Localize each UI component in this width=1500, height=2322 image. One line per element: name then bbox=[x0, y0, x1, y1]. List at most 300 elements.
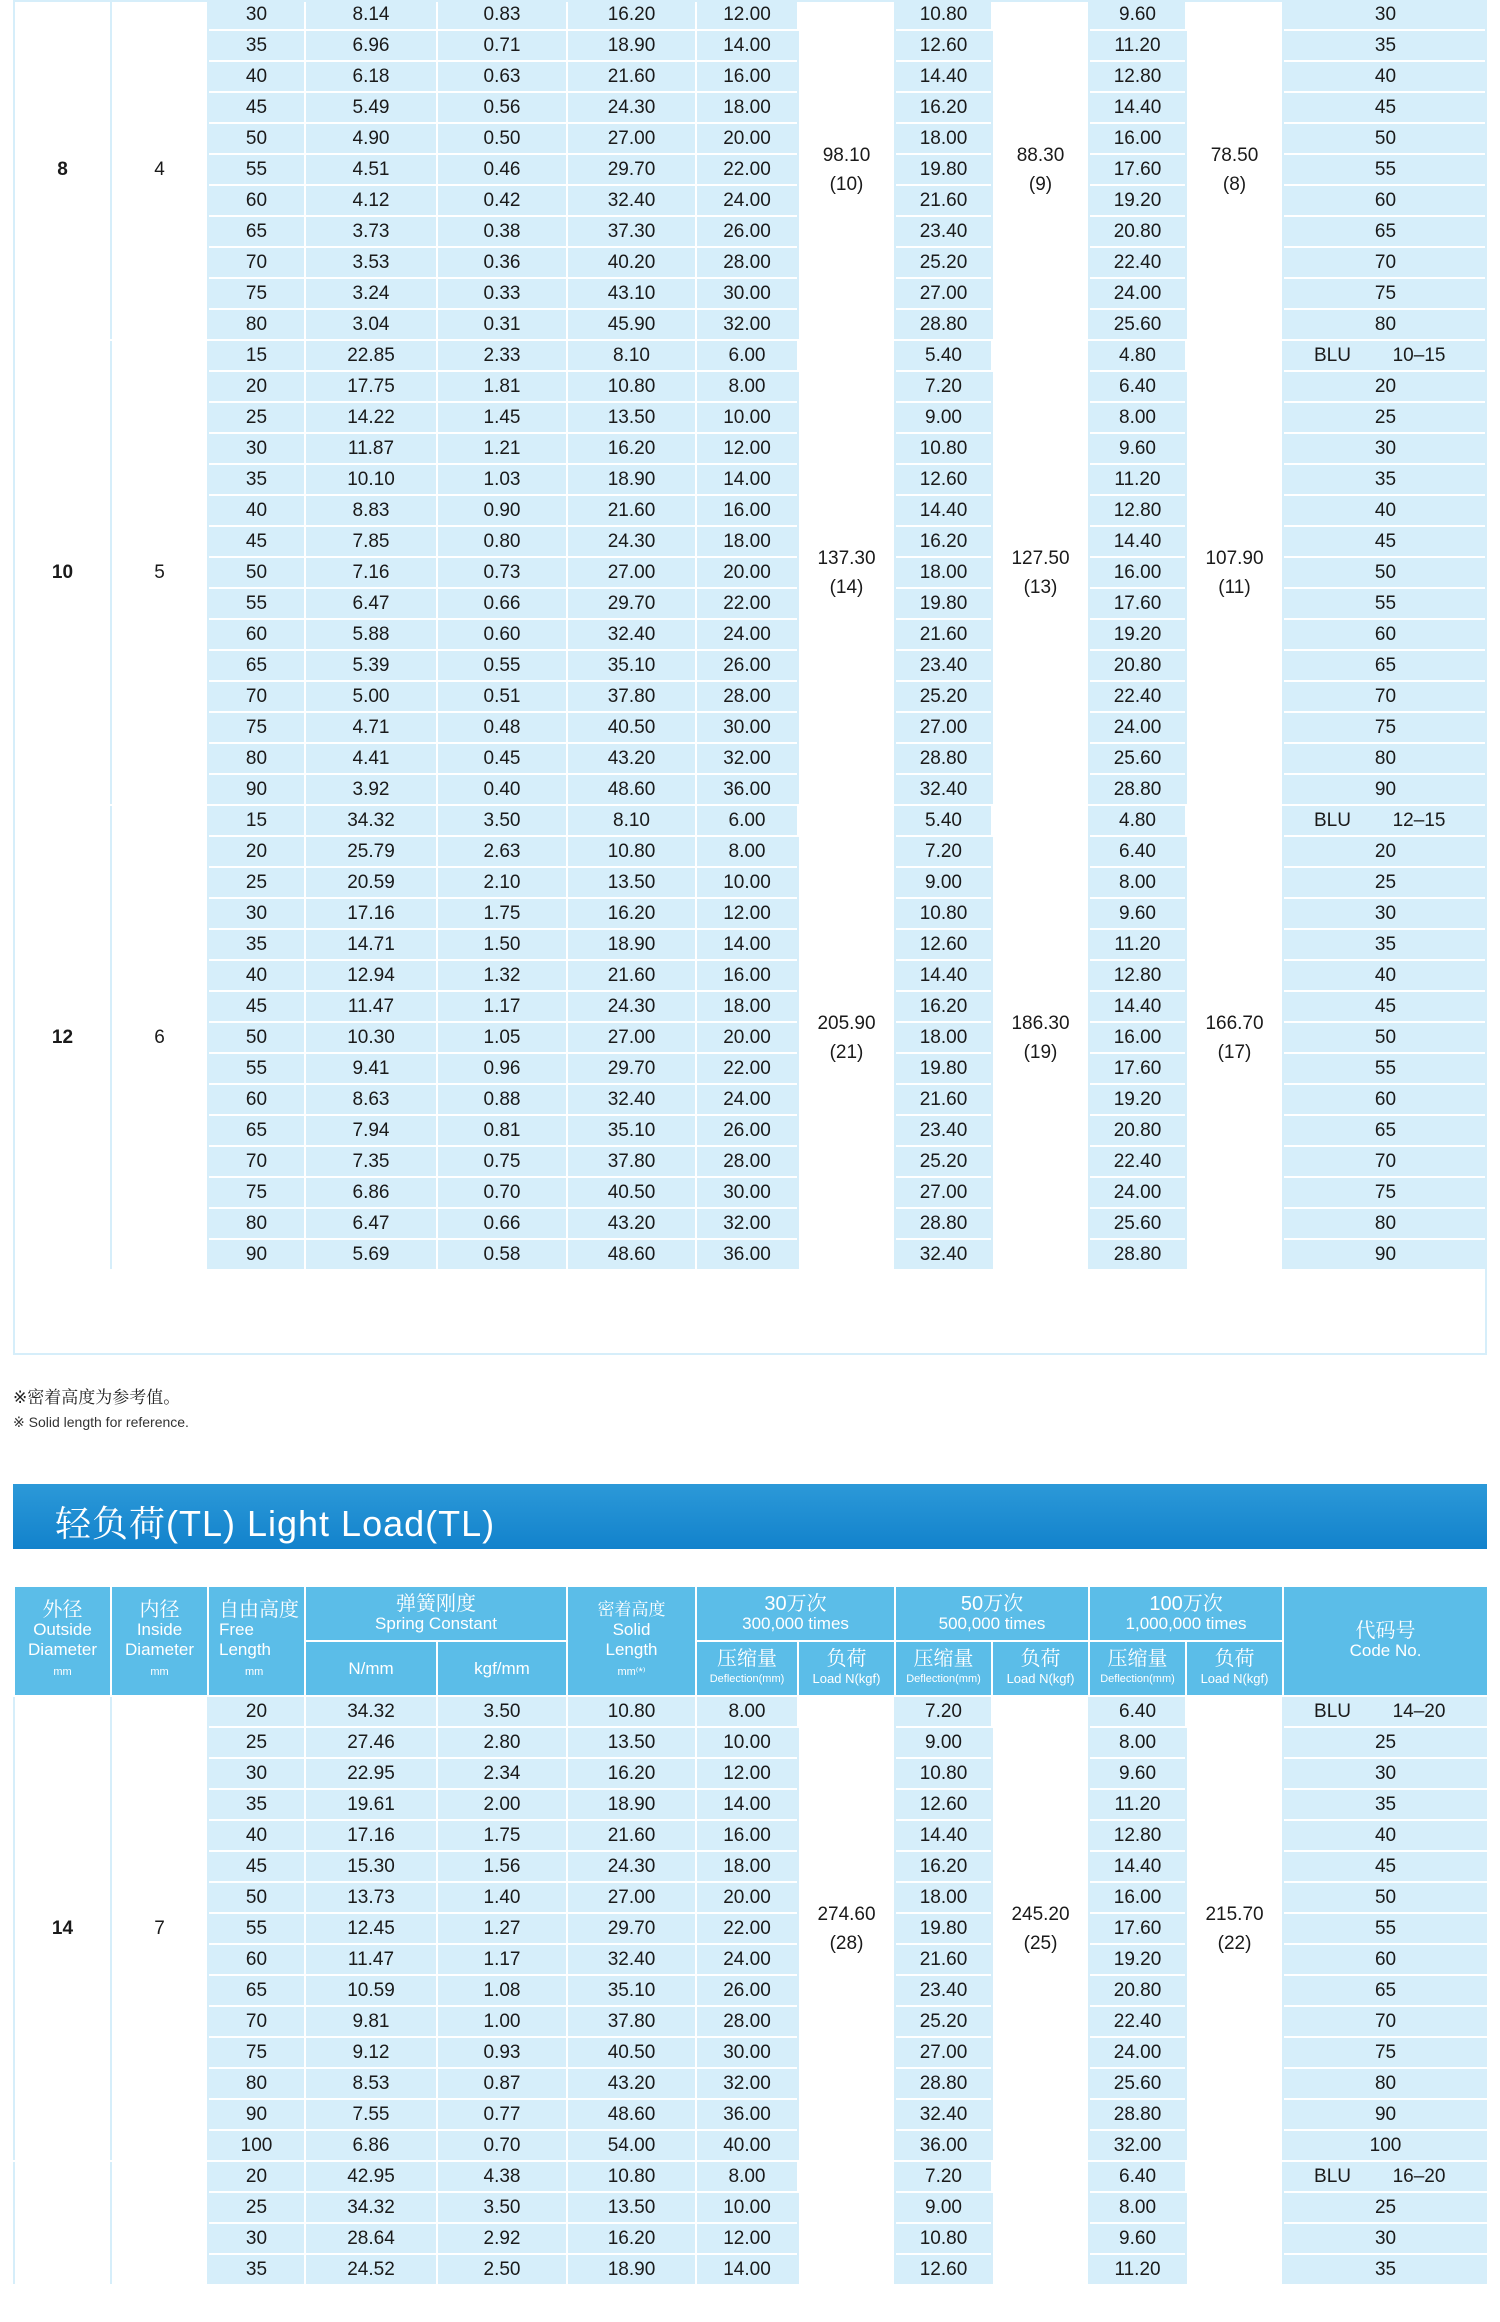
deflection-500k-cell: 27.00 bbox=[895, 278, 992, 309]
code-no-cell bbox=[1283, 2192, 1488, 2223]
deflection-1m-cell: 22.40 bbox=[1089, 247, 1186, 278]
code-number: 80 bbox=[1374, 2073, 1397, 2094]
deflection-300k-cell: 28.00 bbox=[696, 2006, 798, 2037]
deflection-500k-cell: 27.00 bbox=[895, 1177, 992, 1208]
deflection-500k-cell: 12.60 bbox=[895, 929, 992, 960]
code-no-cell bbox=[1283, 185, 1488, 216]
free-length-cell: 80 bbox=[208, 2068, 305, 2099]
free-length-cell: 65 bbox=[208, 1115, 305, 1146]
table-row bbox=[14, 805, 1488, 836]
free-length-cell: 25 bbox=[208, 402, 305, 433]
deflection-1m-cell: 9.60 bbox=[1089, 2223, 1186, 2254]
spring-constant-kgf-cell: 0.75 bbox=[437, 1146, 567, 1177]
solid-length-cell: 24.30 bbox=[567, 1851, 696, 1882]
spring-constant-kgf-cell: 0.66 bbox=[437, 588, 567, 619]
spring-constant-kgf-cell: 0.83 bbox=[437, 0, 567, 30]
deflection-500k-cell: 18.00 bbox=[895, 557, 992, 588]
bottom-spec-table bbox=[13, 1585, 1489, 2286]
free-length-cell: 70 bbox=[208, 1146, 305, 1177]
spring-constant-nmm-cell: 7.16 bbox=[305, 557, 437, 588]
spring-constant-nmm-cell: 3.73 bbox=[305, 216, 437, 247]
deflection-1m-cell: 25.60 bbox=[1089, 2068, 1186, 2099]
deflection-500k-cell: 28.80 bbox=[895, 1208, 992, 1239]
spring-constant-kgf-cell: 0.42 bbox=[437, 185, 567, 216]
code-no-cell bbox=[1283, 371, 1488, 402]
code-no-cell bbox=[1283, 92, 1488, 123]
free-length-cell: 20 bbox=[208, 371, 305, 402]
spring-constant-nmm-cell: 3.04 bbox=[305, 309, 437, 340]
inside-diameter-cell: 5 bbox=[111, 340, 208, 805]
load-1m-cell bbox=[1186, 2161, 1283, 2285]
deflection-300k-cell: 32.00 bbox=[696, 743, 798, 774]
deflection-300k-cell: 28.00 bbox=[696, 247, 798, 278]
deflection-500k-cell: 23.40 bbox=[895, 650, 992, 681]
deflection-1m-cell: 6.40 bbox=[1089, 836, 1186, 867]
code-no-cell bbox=[1283, 1975, 1488, 2006]
spring-constant-nmm-cell: 8.83 bbox=[305, 495, 437, 526]
code-no-cell bbox=[1283, 557, 1488, 588]
code-number: 75 bbox=[1374, 2042, 1397, 2063]
code-number: 35 bbox=[1374, 1794, 1397, 1815]
spring-constant-kgf-cell: 0.33 bbox=[437, 278, 567, 309]
deflection-1m-cell: 14.40 bbox=[1089, 1851, 1186, 1882]
load-1m-cell-kgf: (22) bbox=[1217, 1932, 1252, 1954]
code-no-cell bbox=[1283, 1084, 1488, 1115]
deflection-500k-cell: 32.40 bbox=[895, 774, 992, 805]
code-number: 80 bbox=[1374, 748, 1397, 769]
code-no-cell bbox=[1283, 1053, 1488, 1084]
deflection-500k-cell: 9.00 bbox=[895, 867, 992, 898]
spring-constant-kgf-cell: 1.05 bbox=[437, 1022, 567, 1053]
free-length-cell: 35 bbox=[208, 2254, 305, 2285]
solid-length-cell: 24.30 bbox=[567, 92, 696, 123]
header-spring-constant: 弹簧刚度 Spring Constant bbox=[305, 1586, 567, 1641]
outside-diameter-cell bbox=[14, 2161, 111, 2285]
spring-constant-kgf-cell: 0.51 bbox=[437, 681, 567, 712]
code-number: 70 bbox=[1374, 686, 1397, 707]
deflection-1m-cell: 14.40 bbox=[1089, 991, 1186, 1022]
code-no-cell bbox=[1283, 309, 1488, 340]
code-no-cell bbox=[1283, 464, 1488, 495]
outside-diameter-cell: 12 bbox=[14, 805, 111, 1270]
free-length-cell: 30 bbox=[208, 433, 305, 464]
free-length-cell: 25 bbox=[208, 867, 305, 898]
free-length-cell: 25 bbox=[208, 1727, 305, 1758]
code-number: 25 bbox=[1374, 872, 1397, 893]
deflection-1m-cell: 9.60 bbox=[1089, 0, 1186, 30]
spring-constant-kgf-cell: 1.45 bbox=[437, 402, 567, 433]
spring-constant-nmm-cell: 42.95 bbox=[305, 2161, 437, 2192]
load-1m-cell-value: 166.70 bbox=[1205, 1012, 1264, 1034]
solid-length-cell: 45.90 bbox=[567, 309, 696, 340]
deflection-300k-cell: 12.00 bbox=[696, 1758, 798, 1789]
spring-constant-nmm-cell: 5.69 bbox=[305, 1239, 437, 1270]
deflection-1m-cell: 24.00 bbox=[1089, 712, 1186, 743]
deflection-300k-cell: 26.00 bbox=[696, 1115, 798, 1146]
spring-constant-kgf-cell: 0.90 bbox=[437, 495, 567, 526]
spring-constant-kgf-cell: 0.70 bbox=[437, 1177, 567, 1208]
deflection-1m-cell: 14.40 bbox=[1089, 526, 1186, 557]
deflection-500k-cell: 28.80 bbox=[895, 2068, 992, 2099]
deflection-1m-cell: 12.80 bbox=[1089, 1820, 1186, 1851]
code-no-cell bbox=[1283, 929, 1488, 960]
deflection-1m-cell: 11.20 bbox=[1089, 1789, 1186, 1820]
spring-constant-kgf-cell: 2.34 bbox=[437, 1758, 567, 1789]
load-300k-cell-kgf: (14) bbox=[829, 576, 864, 598]
deflection-500k-cell: 5.40 bbox=[895, 805, 992, 836]
code-number: 50 bbox=[1374, 1027, 1397, 1048]
spring-constant-nmm-cell: 34.32 bbox=[305, 2192, 437, 2223]
spring-constant-kgf-cell: 2.63 bbox=[437, 836, 567, 867]
deflection-500k-cell: 18.00 bbox=[895, 1882, 992, 1913]
free-length-cell: 50 bbox=[208, 1882, 305, 1913]
deflection-300k-cell: 14.00 bbox=[696, 464, 798, 495]
deflection-300k-cell: 18.00 bbox=[696, 1851, 798, 1882]
deflection-300k-cell: 20.00 bbox=[696, 123, 798, 154]
deflection-1m-cell: 16.00 bbox=[1089, 1882, 1186, 1913]
table-row bbox=[14, 340, 1488, 371]
spring-constant-nmm-cell: 12.45 bbox=[305, 1913, 437, 1944]
header-outside-diameter: 外径 Outside Diameter mm bbox=[14, 1586, 111, 1696]
deflection-500k-cell: 14.40 bbox=[895, 1820, 992, 1851]
free-length-cell: 70 bbox=[208, 2006, 305, 2037]
deflection-500k-cell: 10.80 bbox=[895, 2223, 992, 2254]
code-no-cell bbox=[1283, 898, 1488, 929]
spring-constant-kgf-cell: 0.77 bbox=[437, 2099, 567, 2130]
spring-constant-nmm-cell: 13.73 bbox=[305, 1882, 437, 1913]
free-length-cell: 20 bbox=[208, 1696, 305, 1727]
code-no-cell bbox=[1283, 30, 1488, 61]
load-500k-cell-value: 186.30 bbox=[1011, 1012, 1070, 1034]
deflection-500k-cell: 9.00 bbox=[895, 402, 992, 433]
free-length-cell: 30 bbox=[208, 1758, 305, 1789]
deflection-300k-cell: 10.00 bbox=[696, 867, 798, 898]
code-no-cell bbox=[1283, 1789, 1488, 1820]
code-no-cell bbox=[1283, 1177, 1488, 1208]
deflection-500k-cell: 14.40 bbox=[895, 495, 992, 526]
deflection-300k-cell: 32.00 bbox=[696, 309, 798, 340]
free-length-cell: 40 bbox=[208, 960, 305, 991]
deflection-500k-cell: 9.00 bbox=[895, 1727, 992, 1758]
spring-constant-nmm-cell: 4.90 bbox=[305, 123, 437, 154]
code-number: 16–20 bbox=[1392, 2166, 1446, 2187]
solid-length-cell: 13.50 bbox=[567, 402, 696, 433]
free-length-cell: 90 bbox=[208, 2099, 305, 2130]
load-500k-cell bbox=[992, 340, 1089, 805]
free-length-cell: 60 bbox=[208, 1944, 305, 1975]
solid-length-cell: 35.10 bbox=[567, 650, 696, 681]
solid-length-cell: 27.00 bbox=[567, 1882, 696, 1913]
spring-constant-nmm-cell: 5.49 bbox=[305, 92, 437, 123]
code-number: 35 bbox=[1374, 2259, 1397, 2280]
inside-diameter-cell: 6 bbox=[111, 805, 208, 1270]
code-number: 70 bbox=[1374, 2011, 1397, 2032]
free-length-cell: 80 bbox=[208, 1208, 305, 1239]
spring-constant-kgf-cell: 0.63 bbox=[437, 61, 567, 92]
load-500k-cell-kgf: (9) bbox=[1028, 173, 1053, 195]
load-300k-cell bbox=[798, 2161, 895, 2285]
deflection-500k-cell: 27.00 bbox=[895, 2037, 992, 2068]
code-no-cell bbox=[1283, 1696, 1488, 1727]
header-kgfmm: kgf/mm bbox=[437, 1641, 567, 1696]
deflection-500k-cell: 21.60 bbox=[895, 185, 992, 216]
deflection-300k-cell: 36.00 bbox=[696, 774, 798, 805]
inside-diameter-cell: 4 bbox=[111, 0, 208, 340]
deflection-1m-cell: 17.60 bbox=[1089, 1053, 1186, 1084]
code-no-cell bbox=[1283, 1851, 1488, 1882]
spring-constant-nmm-cell: 12.94 bbox=[305, 960, 437, 991]
code-number: 50 bbox=[1374, 1887, 1397, 1908]
deflection-300k-cell: 22.00 bbox=[696, 1053, 798, 1084]
deflection-300k-cell: 6.00 bbox=[696, 340, 798, 371]
code-number: 65 bbox=[1374, 655, 1397, 676]
load-300k-cell-value: 274.60 bbox=[817, 1903, 876, 1925]
solid-length-cell: 16.20 bbox=[567, 433, 696, 464]
outside-diameter-cell: 8 bbox=[14, 0, 111, 340]
spring-constant-nmm-cell: 6.47 bbox=[305, 588, 437, 619]
code-number: 55 bbox=[1374, 1918, 1397, 1939]
code-no-cell bbox=[1283, 495, 1488, 526]
free-length-cell: 65 bbox=[208, 216, 305, 247]
free-length-cell: 30 bbox=[208, 2223, 305, 2254]
deflection-1m-cell: 22.40 bbox=[1089, 681, 1186, 712]
code-number: 90 bbox=[1374, 1244, 1397, 1265]
deflection-1m-cell: 16.00 bbox=[1089, 1022, 1186, 1053]
header-free-length: 自由高度 Free Length mm bbox=[208, 1586, 305, 1696]
code-no-cell bbox=[1283, 216, 1488, 247]
spring-constant-kgf-cell: 0.93 bbox=[437, 2037, 567, 2068]
deflection-500k-cell: 36.00 bbox=[895, 2130, 992, 2161]
spring-constant-nmm-cell: 7.94 bbox=[305, 1115, 437, 1146]
load-1m-cell-kgf: (11) bbox=[1218, 576, 1251, 598]
header-500k-cycles: 50万次 500,000 times bbox=[895, 1586, 1089, 1641]
solid-length-cell: 43.20 bbox=[567, 1208, 696, 1239]
solid-length-cell: 48.60 bbox=[567, 2099, 696, 2130]
spring-constant-nmm-cell: 22.95 bbox=[305, 1758, 437, 1789]
free-length-cell: 55 bbox=[208, 1913, 305, 1944]
spring-constant-kgf-cell: 2.50 bbox=[437, 2254, 567, 2285]
code-no-cell bbox=[1283, 1882, 1488, 1913]
deflection-1m-cell: 14.40 bbox=[1089, 92, 1186, 123]
solid-length-cell: 10.80 bbox=[567, 836, 696, 867]
deflection-300k-cell: 30.00 bbox=[696, 1177, 798, 1208]
spring-constant-kgf-cell: 0.36 bbox=[437, 247, 567, 278]
deflection-500k-cell: 7.20 bbox=[895, 371, 992, 402]
deflection-1m-cell: 20.80 bbox=[1089, 1975, 1186, 2006]
load-500k-cell bbox=[992, 0, 1089, 340]
deflection-300k-cell: 12.00 bbox=[696, 2223, 798, 2254]
deflection-1m-cell: 6.40 bbox=[1089, 1696, 1186, 1727]
solid-length-cell: 18.90 bbox=[567, 464, 696, 495]
deflection-300k-cell: 18.00 bbox=[696, 526, 798, 557]
free-length-cell: 20 bbox=[208, 836, 305, 867]
load-1m-cell-value: 215.70 bbox=[1205, 1903, 1264, 1925]
spring-constant-kgf-cell: 1.03 bbox=[437, 464, 567, 495]
header-inside-diameter: 内径 Inside Diameter mm bbox=[111, 1586, 208, 1696]
table-row bbox=[14, 0, 1488, 30]
deflection-300k-cell: 12.00 bbox=[696, 433, 798, 464]
spring-constant-nmm-cell: 10.59 bbox=[305, 1975, 437, 2006]
deflection-300k-cell: 36.00 bbox=[696, 2099, 798, 2130]
deflection-300k-cell: 24.00 bbox=[696, 1944, 798, 1975]
header-deflection-500k: 压缩量 Deflection(mm) bbox=[895, 1641, 992, 1696]
solid-length-cell: 8.10 bbox=[567, 805, 696, 836]
deflection-300k-cell: 28.00 bbox=[696, 1146, 798, 1177]
deflection-1m-cell: 6.40 bbox=[1089, 2161, 1186, 2192]
deflection-1m-cell: 11.20 bbox=[1089, 929, 1186, 960]
deflection-500k-cell: 18.00 bbox=[895, 1022, 992, 1053]
deflection-1m-cell: 4.80 bbox=[1089, 340, 1186, 371]
load-1m-cell bbox=[1186, 340, 1283, 805]
free-length-cell: 75 bbox=[208, 712, 305, 743]
spring-constant-kgf-cell: 4.38 bbox=[437, 2161, 567, 2192]
code-number: 65 bbox=[1374, 221, 1397, 242]
deflection-300k-cell: 18.00 bbox=[696, 92, 798, 123]
deflection-300k-cell: 30.00 bbox=[696, 712, 798, 743]
deflection-500k-cell: 7.20 bbox=[895, 2161, 992, 2192]
code-no-cell bbox=[1283, 123, 1488, 154]
spring-constant-kgf-cell: 1.27 bbox=[437, 1913, 567, 1944]
load-500k-cell-value: 245.20 bbox=[1011, 1903, 1070, 1925]
deflection-1m-cell: 25.60 bbox=[1089, 309, 1186, 340]
spring-constant-kgf-cell: 1.56 bbox=[437, 1851, 567, 1882]
free-length-cell: 50 bbox=[208, 557, 305, 588]
load-300k-cell-value: 98.10 bbox=[822, 144, 871, 166]
solid-length-cell: 35.10 bbox=[567, 1115, 696, 1146]
deflection-500k-cell: 25.20 bbox=[895, 247, 992, 278]
code-no-cell bbox=[1283, 1115, 1488, 1146]
deflection-1m-cell: 24.00 bbox=[1089, 2037, 1186, 2068]
section-title: 轻负荷(TL) Light Load(TL) bbox=[55, 1503, 496, 1544]
code-no-cell bbox=[1283, 743, 1488, 774]
free-length-cell: 70 bbox=[208, 681, 305, 712]
code-number: 25 bbox=[1374, 1732, 1397, 1753]
spring-constant-kgf-cell: 2.92 bbox=[437, 2223, 567, 2254]
spring-constant-nmm-cell: 6.86 bbox=[305, 2130, 437, 2161]
spring-constant-kgf-cell: 0.48 bbox=[437, 712, 567, 743]
spring-constant-kgf-cell: 0.31 bbox=[437, 309, 567, 340]
deflection-300k-cell: 28.00 bbox=[696, 681, 798, 712]
free-length-cell: 25 bbox=[208, 2192, 305, 2223]
spring-constant-kgf-cell: 0.70 bbox=[437, 2130, 567, 2161]
code-number: 35 bbox=[1374, 469, 1397, 490]
solid-length-cell: 24.30 bbox=[567, 991, 696, 1022]
inside-diameter-cell bbox=[111, 2161, 208, 2285]
load-500k-cell-kgf: (25) bbox=[1023, 1932, 1058, 1954]
solid-length-cell: 37.80 bbox=[567, 1146, 696, 1177]
deflection-500k-cell: 12.60 bbox=[895, 2254, 992, 2285]
spring-constant-nmm-cell: 7.55 bbox=[305, 2099, 437, 2130]
deflection-500k-cell: 14.40 bbox=[895, 61, 992, 92]
free-length-cell: 45 bbox=[208, 991, 305, 1022]
solid-length-cell: 27.00 bbox=[567, 1022, 696, 1053]
solid-length-cell: 21.60 bbox=[567, 960, 696, 991]
solid-length-cell: 16.20 bbox=[567, 0, 696, 30]
solid-length-cell: 29.70 bbox=[567, 1053, 696, 1084]
solid-length-cell: 29.70 bbox=[567, 588, 696, 619]
free-length-cell: 35 bbox=[208, 929, 305, 960]
code-number: 70 bbox=[1374, 1151, 1397, 1172]
code-number: 35 bbox=[1374, 35, 1397, 56]
solid-length-cell: 54.00 bbox=[567, 2130, 696, 2161]
deflection-1m-cell: 12.80 bbox=[1089, 495, 1186, 526]
code-number: 40 bbox=[1374, 66, 1397, 87]
code-number: 25 bbox=[1374, 407, 1397, 428]
spring-constant-kgf-cell: 0.96 bbox=[437, 1053, 567, 1084]
spring-constant-nmm-cell: 8.63 bbox=[305, 1084, 437, 1115]
spring-constant-kgf-cell: 0.81 bbox=[437, 1115, 567, 1146]
deflection-500k-cell: 21.60 bbox=[895, 1084, 992, 1115]
table-header bbox=[14, 1586, 1488, 1696]
code-number: 70 bbox=[1374, 252, 1397, 273]
deflection-1m-cell: 22.40 bbox=[1089, 2006, 1186, 2037]
code-no-cell bbox=[1283, 867, 1488, 898]
deflection-300k-cell: 16.00 bbox=[696, 1820, 798, 1851]
free-length-cell: 35 bbox=[208, 30, 305, 61]
solid-length-cell: 43.10 bbox=[567, 278, 696, 309]
deflection-1m-cell: 9.60 bbox=[1089, 898, 1186, 929]
solid-length-cell: 18.90 bbox=[567, 30, 696, 61]
code-number: 80 bbox=[1374, 314, 1397, 335]
spring-constant-kgf-cell: 1.00 bbox=[437, 2006, 567, 2037]
spring-constant-nmm-cell: 4.41 bbox=[305, 743, 437, 774]
code-number: 45 bbox=[1374, 1856, 1397, 1877]
free-length-cell: 80 bbox=[208, 743, 305, 774]
deflection-1m-cell: 25.60 bbox=[1089, 743, 1186, 774]
code-no-cell bbox=[1283, 0, 1488, 30]
solid-length-cell: 13.50 bbox=[567, 1727, 696, 1758]
solid-length-cell: 18.90 bbox=[567, 1789, 696, 1820]
deflection-300k-cell: 14.00 bbox=[696, 929, 798, 960]
load-500k-cell bbox=[992, 805, 1089, 1270]
spring-constant-nmm-cell: 27.46 bbox=[305, 1727, 437, 1758]
code-prefix: BLU bbox=[1314, 2166, 1351, 2187]
solid-length-cell: 40.50 bbox=[567, 1177, 696, 1208]
deflection-1m-cell: 11.20 bbox=[1089, 30, 1186, 61]
load-500k-cell-kgf: (13) bbox=[1023, 576, 1058, 598]
solid-length-cell: 48.60 bbox=[567, 774, 696, 805]
deflection-500k-cell: 16.20 bbox=[895, 1851, 992, 1882]
deflection-1m-cell: 11.20 bbox=[1089, 2254, 1186, 2285]
code-no-cell bbox=[1283, 433, 1488, 464]
load-300k-cell-value: 137.30 bbox=[817, 547, 876, 569]
deflection-300k-cell: 8.00 bbox=[696, 2161, 798, 2192]
footnote-en: ※ Solid length for reference. bbox=[13, 1414, 189, 1430]
solid-length-cell: 24.30 bbox=[567, 526, 696, 557]
spring-constant-kgf-cell: 0.71 bbox=[437, 30, 567, 61]
code-number: 45 bbox=[1374, 97, 1397, 118]
free-length-cell: 55 bbox=[208, 1053, 305, 1084]
spring-constant-kgf-cell: 1.32 bbox=[437, 960, 567, 991]
deflection-300k-cell: 8.00 bbox=[696, 1696, 798, 1727]
free-length-cell: 75 bbox=[208, 278, 305, 309]
spring-constant-kgf-cell: 2.80 bbox=[437, 1727, 567, 1758]
deflection-300k-cell: 16.00 bbox=[696, 960, 798, 991]
solid-length-cell: 18.90 bbox=[567, 929, 696, 960]
deflection-500k-cell: 19.80 bbox=[895, 1913, 992, 1944]
free-length-cell: 55 bbox=[208, 154, 305, 185]
spring-constant-nmm-cell: 6.47 bbox=[305, 1208, 437, 1239]
spring-constant-kgf-cell: 1.81 bbox=[437, 371, 567, 402]
deflection-300k-cell: 6.00 bbox=[696, 805, 798, 836]
spring-constant-kgf-cell: 2.00 bbox=[437, 1789, 567, 1820]
deflection-300k-cell: 16.00 bbox=[696, 495, 798, 526]
code-no-cell bbox=[1283, 2037, 1488, 2068]
code-no-cell bbox=[1283, 1944, 1488, 1975]
free-length-cell: 35 bbox=[208, 1789, 305, 1820]
solid-length-cell: 16.20 bbox=[567, 2223, 696, 2254]
spring-constant-nmm-cell: 4.51 bbox=[305, 154, 437, 185]
